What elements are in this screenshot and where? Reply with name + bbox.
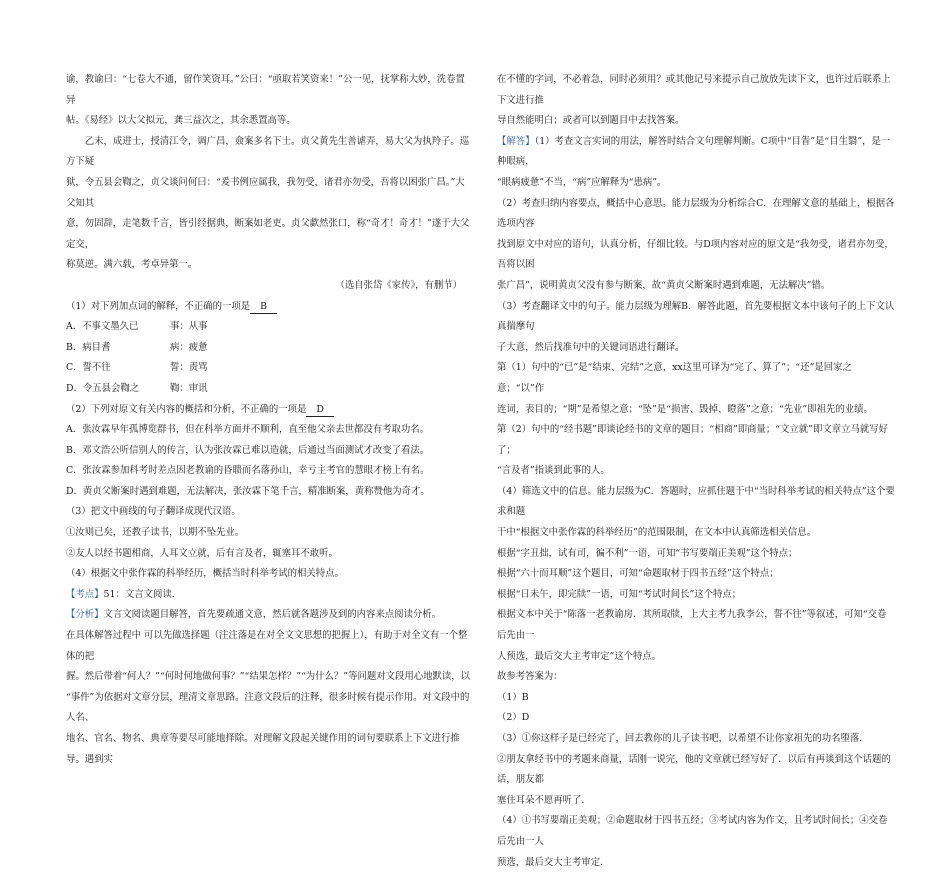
q1-option <box>66 317 470 338</box>
answer-2-line: （2）考查归纳内容要点，概括中心意思。能力层级为分析综合C．在理解文意的基础上，根据各选项内容 <box>497 197 895 230</box>
q1-option-label: D．令五县会鞫之 <box>66 382 140 394</box>
q1-option-gloss: 誓：责骂 <box>170 362 208 374</box>
fenxi-line: 地名、官名、物名、典章等要尽可能地择除。对理解文段起关键作用的词句要联系上下文进行推导。遇到实 <box>66 733 460 765</box>
kaodian-line <box>66 585 470 606</box>
fenxi-text: 文言文阅读题目解答，首先要疏通文意，然后就各题涉及到的内容来点阅读分析。 <box>103 609 442 621</box>
q1-option <box>66 338 470 359</box>
kaodian-text: 51：文言文阅读. <box>103 588 175 600</box>
passage-line: 帖。《易经》以大父拟元，龚三益次之，其余悉置高等。 <box>66 115 296 127</box>
q2-option: A．张汝霖早年孤博览群书，但在科举方面并不顺利，直至他父亲去世都没有考取功名。 <box>66 424 430 436</box>
answer-3-line: 子大意，然后找准句中的关键词语进行翻译。 <box>497 341 685 353</box>
answer-2-line: 找到原文中对应的语句，认真分析，仔细比较。与D项内容对应的原文是“我勿受，诸君亦勿受，吾将以困 <box>497 238 894 271</box>
answer-4-line: 根据文本中关于“陈落一老教谕房．其所取牍，上大主考九我李公，誓不往”等叙述，可知“交卷后先由一 <box>497 609 887 642</box>
answer-3-line: （3）考查翻译文中的句子。能力层级为理解B．解答此题，首先要根据文本中该句子的上下文认真揣摩句 <box>497 300 895 333</box>
answer-4-line: （4）筛选文中的信息。能力层级为C．答题时，应抓住题干中“当时科举考试的相关特点”这个要求和题 <box>497 485 895 518</box>
analysis-line: 导自然能明白；或者可以到题目中去找答案。 <box>497 115 685 127</box>
fenxi-line: “事件”为依据对文章分层，理清文章思路。注意文段后的注释，很多时候有提示作用。对文段中的人名、 <box>66 691 470 724</box>
fenxi-tag: 【分析】 <box>66 609 104 621</box>
reference-answer-title: 故参考答案为： <box>497 671 563 683</box>
q2-option: C．张汝霖参加科考时差点因老教谕的昏聩而名落孙山，幸亏主考官的慧眼才榜上有名。 <box>66 465 430 477</box>
answer-4-line: 人预选，最后交大主考审定”这个特点。 <box>497 650 662 662</box>
passage-line: 意，勿固辞，走笔数千言，皆引经据典，断案如老吏。贞父歔然张口，称“奇才！奇才！”遂于大父定交， <box>66 218 470 250</box>
passage-line: 狱，令五县会鞫之，贞父谈问何曰：“爰书例应属我，我勿受，诸君亦勿受，吾将以困张广昌。”大父知其 <box>66 176 465 209</box>
question-2-text: （2）下列对原文有关内容的概括和分析，不正确的一项是 <box>66 403 307 415</box>
q2-option: B．邓文浩公听信别人的传言，认为张汝霖已难以造就，后通过当面测试才改变了看法。 <box>66 444 430 456</box>
fenxi-line: 在具体解答过程中 可以先做选择题（注注落是在对全文文思想的把握上），有助于对全文有一个整体的把 <box>66 630 468 662</box>
reference-answer: （2）D <box>497 712 530 724</box>
reference-answer: （4）①书写要端正美观；②命题取材于四书五经；③考试内容为作文，且考试时间长；④交卷后先由一人 <box>497 815 888 847</box>
jieda-line <box>497 132 895 173</box>
answer-4-line: 根据“六十而耳顺”这个题目，可知“命题取材于四书五经”这个特点； <box>497 568 779 580</box>
q3-item: ②友人以经书题相商，人耳文立就，后有言及者，辄塞耳不敢听。 <box>66 547 338 559</box>
answer-4-line: 干中“根据文中张作霖的科举经历”的范围限制，在文本中认真筛选相关信息。 <box>497 527 816 539</box>
q1-option-gloss: 鞫：审讯 <box>170 382 208 394</box>
passage-line: 谕，教谕曰：“七卷大不通，留作笑资耳。”公曰：“亟取若笑资来！”公一见，抚掌称大妙，洗卷置异 <box>66 74 465 106</box>
q1-option <box>66 358 470 379</box>
answer-4-line: 根据“日未午，即完牍”一语，可知“考试时间长”这个特点； <box>497 588 742 600</box>
passage-line: 称莫逆。满六载，考卓异第一。 <box>66 259 198 271</box>
question-2 <box>66 400 470 421</box>
jieda-text: （1）考查文言实词的用法，解答时结合文句理解判断。C项中“目眚”是“目生翳”，是一种眼病， <box>497 135 891 168</box>
answer-3-line: 第（2）句中的“经书题”即谈论经书的文章的题目；“相商”即商量；“文立就”即文章立马就写好了； <box>497 424 888 456</box>
reference-answer: 预选，最后交大主考审定． <box>497 856 610 868</box>
passage-line: 乙未，成进士，授清江令，调广昌，僉案多名下士。贞父黄先生善谑弄，易大父为执羚子。巡方下疑 <box>66 135 470 168</box>
analysis-line: 在不懂的字词，不必着急，同时必须用？或其他记号来提示自己放放先读下文，也许过后联系上下文进行推 <box>497 74 891 106</box>
q1-option-label: B．病目耆 <box>66 341 111 353</box>
reference-answer: （1）B <box>497 691 529 703</box>
q1-option-gloss: 病：疲惫 <box>170 341 208 353</box>
question-1-answer-blank: B <box>250 301 277 314</box>
question-1-text: （1）对下列加点词的解释，不正确的一项是 <box>66 300 251 312</box>
kaodian-tag: 【考点】 <box>66 588 104 600</box>
fenxi-line <box>66 605 470 626</box>
question-1 <box>66 297 470 318</box>
fenxi-line: 握。然后带着“何人？”“何时何地做何事？”“结果怎样？”“为什么？”等问题对文段用心地默读，以 <box>66 671 470 683</box>
q2-option: D．黄贞父断案时遇到难题，无法解决，张汝霖下笔千言，精准断案，黄称赞他为奇才。 <box>66 485 430 497</box>
left-column <box>66 70 470 770</box>
question-3: （3）把文中画线的句子翻译成现代汉语。 <box>66 506 241 518</box>
question-2-answer-blank: D <box>306 404 334 417</box>
answer-3-line: “言及者”指谈到此事的人。 <box>497 465 610 477</box>
passage-source: （选自张岱《家传》，有删节） <box>335 279 462 291</box>
q3-item: ①汝则已矣，还教子读书，以期不坠先业。 <box>66 527 245 539</box>
reference-answer: ②朋友拿经书中的考题来商量，话刚一说完，他的文章就已经写好了．以后有再谈到这个话题的话，朋友都 <box>497 753 891 786</box>
q1-option-gloss: 事：从事 <box>170 321 208 333</box>
q1-option <box>66 379 470 400</box>
answer-4-line: 根据“字丑拙，试有司，徧不利”一语，可知“书写要端正美观”这个特点； <box>497 547 798 559</box>
answer-3-line: 连词，表目的；“期”是希望之意；“坠”是“损害、毁掉、瞪落”之意；“先业”即祖先的业绩。 <box>497 403 873 415</box>
answer-2-line: 张广昌”，说明黄贞父没有参与断案，故“黄贞父断案时遇到难题，无法解决”错。 <box>497 279 831 291</box>
q1-option-label: C．誓不往 <box>66 362 111 374</box>
reference-answer: 塞住耳朵不愿再听了． <box>497 794 591 806</box>
reference-answer: （3）①你这样子是已经完了，回去教你的儿子读书吧，以希望不让你家祖先的功名堕落． <box>497 733 869 744</box>
answer-3-line: 第（1）句中的“已”是“结束、完结”之意，xx这里可译为“完了、算了”；“还”是回家之意；“以”作 <box>497 362 852 394</box>
jieda-line: “眼病疲惫”不当，“病”应解释为“患病”。 <box>497 176 667 188</box>
jieda-tag: 【解答】 <box>497 135 535 147</box>
q1-option-label: A．不事文墨久已 <box>66 321 139 333</box>
right-column <box>497 70 895 873</box>
question-4: （4）根据文中张作霖的科举经历，概括当时科举考试的相关特点。 <box>66 568 344 580</box>
